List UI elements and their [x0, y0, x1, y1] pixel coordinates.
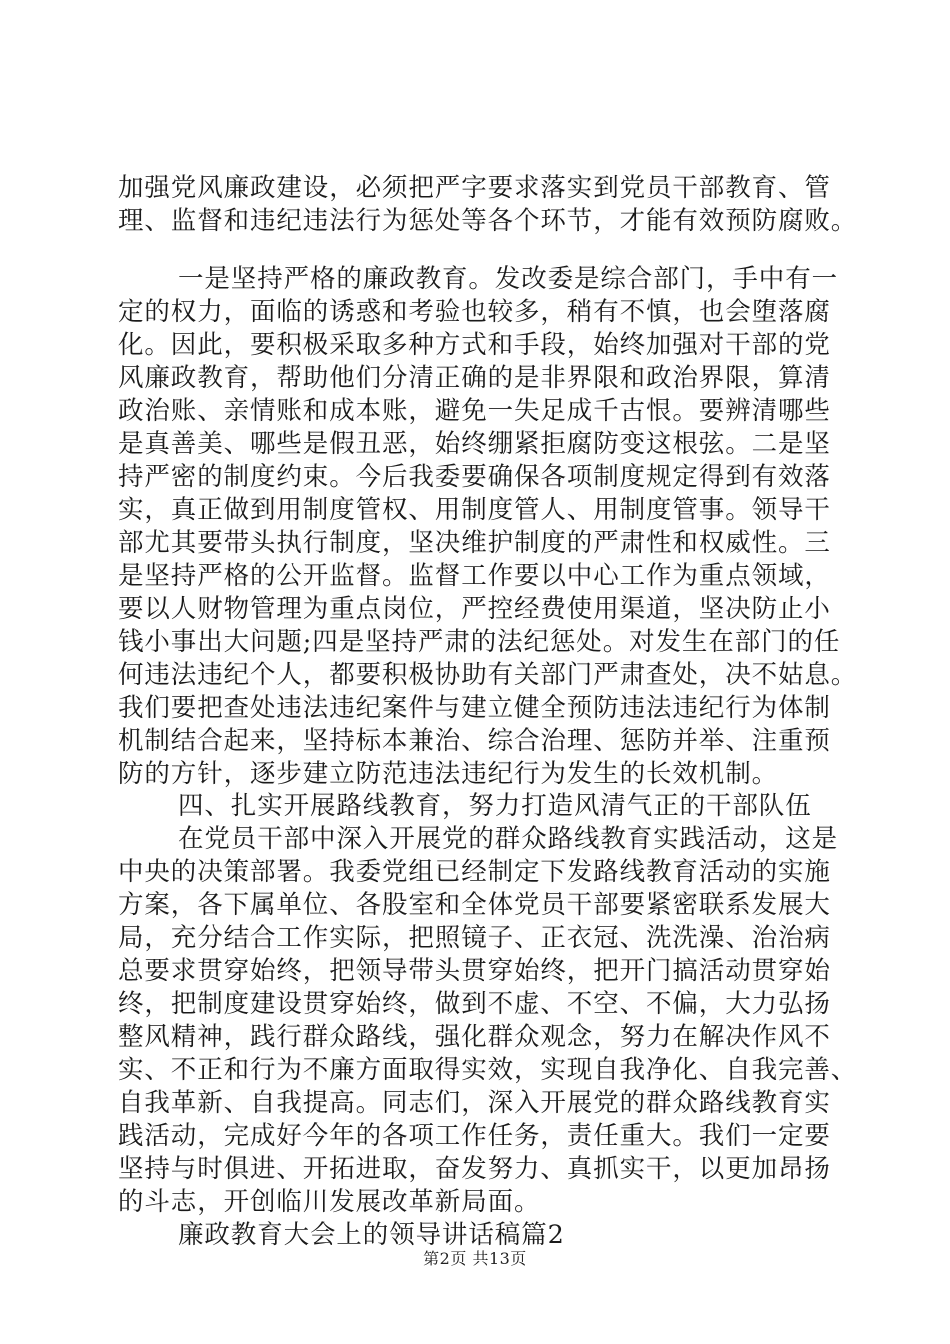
page-number-footer: 第2页 共13页: [423, 1249, 527, 1268]
text-line: 在党员干部中深入开展党的群众路线教育实践活动，这是: [178, 824, 839, 854]
text-line: 是真善美、哪些是假丑恶，始终绷紧拒腐防变这根弦。二是坚: [118, 429, 831, 459]
text-line: 定的权力，面临的诱惑和考验也较多，稍有不慎，也会堕落腐: [118, 297, 831, 327]
text-line: 方案，各下属单位、各股室和全体党员干部要紧密联系发展大: [118, 890, 831, 920]
article-title-line: 廉政教育大会上的领导讲话稿篇2: [178, 1220, 565, 1250]
text-line: 局，充分结合工作实际，把照镜子、正衣冠、洗洗澡、治治病: [118, 923, 831, 953]
text-line: 整风精神，践行群众路线，强化群众观念，努力在解决作风不: [118, 1022, 831, 1052]
text-line: 理、监督和违纪违法行为惩处等各个环节，才能有效预防腐败。: [118, 206, 858, 236]
text-line: 化。因此，要积极采取多种方式和手段，始终加强对干部的党: [118, 330, 831, 360]
text-line: 何违法违纪个人，都要积极协助有关部门严肃查处，决不姑息。: [118, 660, 858, 690]
text-line: 部尤其要带头执行制度，坚决维护制度的严肃性和权威性。三: [118, 528, 831, 558]
text-line: 坚持与时俱进、开拓进取，奋发努力、真抓实干，以更加昂扬: [118, 1154, 831, 1184]
text-line: 机制结合起来，坚持标本兼治、综合治理、惩防并举、注重预: [118, 726, 831, 756]
text-line: 钱小事出大问题;四是坚持严肃的法纪惩处。对发生在部门的任: [118, 627, 841, 657]
text-line: 中央的决策部署。我委党组已经制定下发路线教育活动的实施: [118, 857, 831, 887]
text-line: 终，把制度建设贯穿始终，做到不虚、不空、不偏，大力弘扬: [118, 989, 831, 1019]
text-line: 要以人财物管理为重点岗位，严控经费使用渠道，坚决防止小: [118, 594, 831, 624]
text-line: 政治账、亲情账和成本账，避免一失足成千古恨。要辨清哪些: [118, 396, 831, 426]
text-line: 一是坚持严格的廉政教育。发改委是综合部门，手中有一: [178, 264, 839, 294]
text-line: 的斗志，开创临川发展改革新局面。: [118, 1187, 541, 1217]
text-line: 实、不正和行为不廉方面取得实效，实现自我净化、自我完善、: [118, 1055, 858, 1085]
text-line: 持严密的制度约束。今后我委要确保各项制度规定得到有效落: [118, 462, 831, 492]
text-line: 风廉政教育，帮助他们分清正确的是非界限和政治界限，算清: [118, 363, 831, 393]
text-line: 加强党风廉政建设，必须把严字要求落实到党员干部教育、管: [118, 173, 831, 203]
text-line: 总要求贯穿始终，把领导带头贯穿始终，把开门搞活动贯穿始: [118, 956, 831, 986]
text-line: 自我革新、自我提高。同志们，深入开展党的群众路线教育实: [118, 1088, 831, 1118]
text-line: 践活动，完成好今年的各项工作任务，责任重大。我们一定要: [118, 1121, 831, 1151]
text-line: 实，真正做到用制度管权、用制度管人、用制度管事。领导干: [118, 495, 831, 525]
text-line: 防的方针，逐步建立防范违法违纪行为发生的长效机制。: [118, 759, 779, 789]
text-line: 是坚持严格的公开监督。监督工作要以中心工作为重点领域，: [118, 561, 831, 591]
section-heading: 四、扎实开展路线教育，努力打造风清气正的干部队伍: [178, 791, 812, 821]
text-line: 我们要把查处违法违纪案件与建立健全预防违法违纪行为体制: [118, 693, 831, 723]
